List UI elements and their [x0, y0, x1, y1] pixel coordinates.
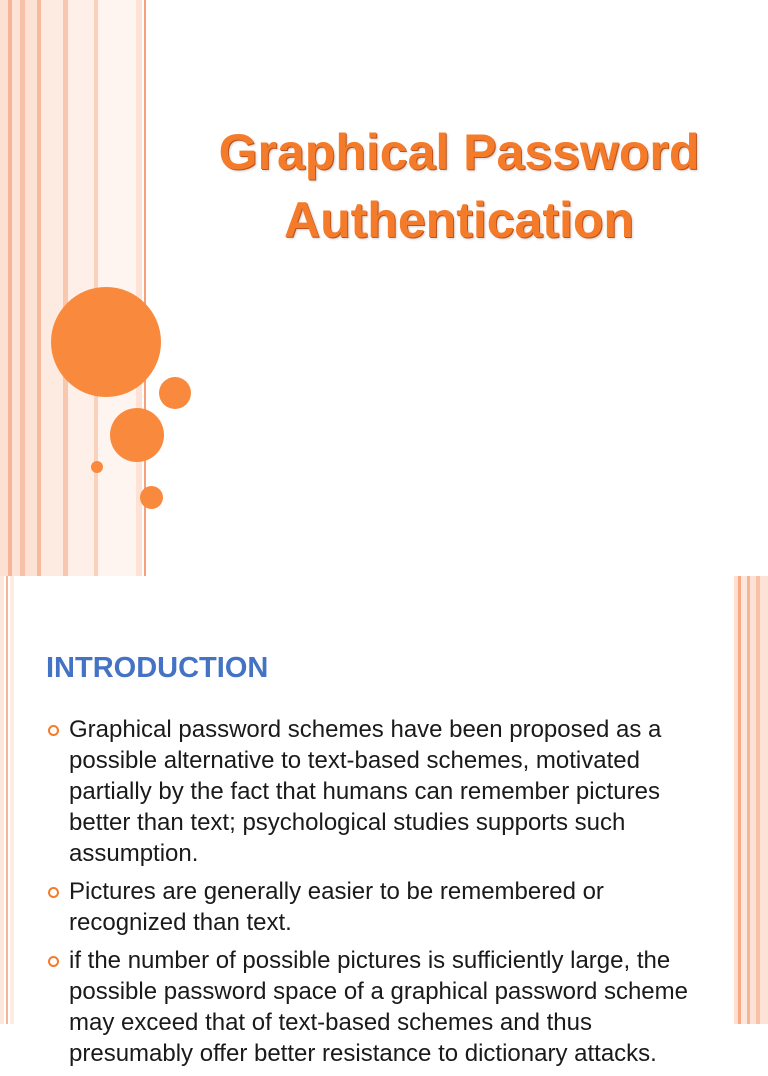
decorative-circle-small-2 [140, 486, 163, 509]
decorative-circle-medium [110, 408, 164, 462]
ring-bullet-icon [48, 956, 59, 967]
bullet-text: Pictures are generally easier to be remembered or recognized than text. [69, 878, 604, 936]
section-heading: INTRODUCTION [46, 652, 269, 684]
decorative-stripes-left [0, 0, 150, 576]
slide-title [150, 118, 768, 254]
ring-bullet-icon [48, 725, 59, 736]
bullet-list [46, 714, 706, 1076]
introduction-slide [0, 576, 768, 1067]
bullet-text: Graphical password schemes have been proposed as a possible alternative to text-based schemes, motivated partially by the fact that humans can remember pictures better than text; psychological studies supports such assumption. [69, 716, 662, 867]
title-line-2: Authentication [284, 192, 634, 248]
list-item [46, 945, 706, 1069]
list-item [46, 876, 706, 938]
ring-bullet-icon [48, 887, 59, 898]
bullet-text: if the number of possible pictures is sufficiently large, the possible password space of a graphical password scheme may exceed that of text-based schemes and thus presumably offer better resistance to dictionary attacks. [69, 947, 688, 1067]
decorative-circle-small-1 [159, 377, 191, 409]
list-item [46, 714, 706, 869]
decorative-circle-large [51, 287, 161, 397]
decorative-circle-tiny [91, 461, 103, 473]
title-line-1: Graphical Password [218, 124, 700, 180]
